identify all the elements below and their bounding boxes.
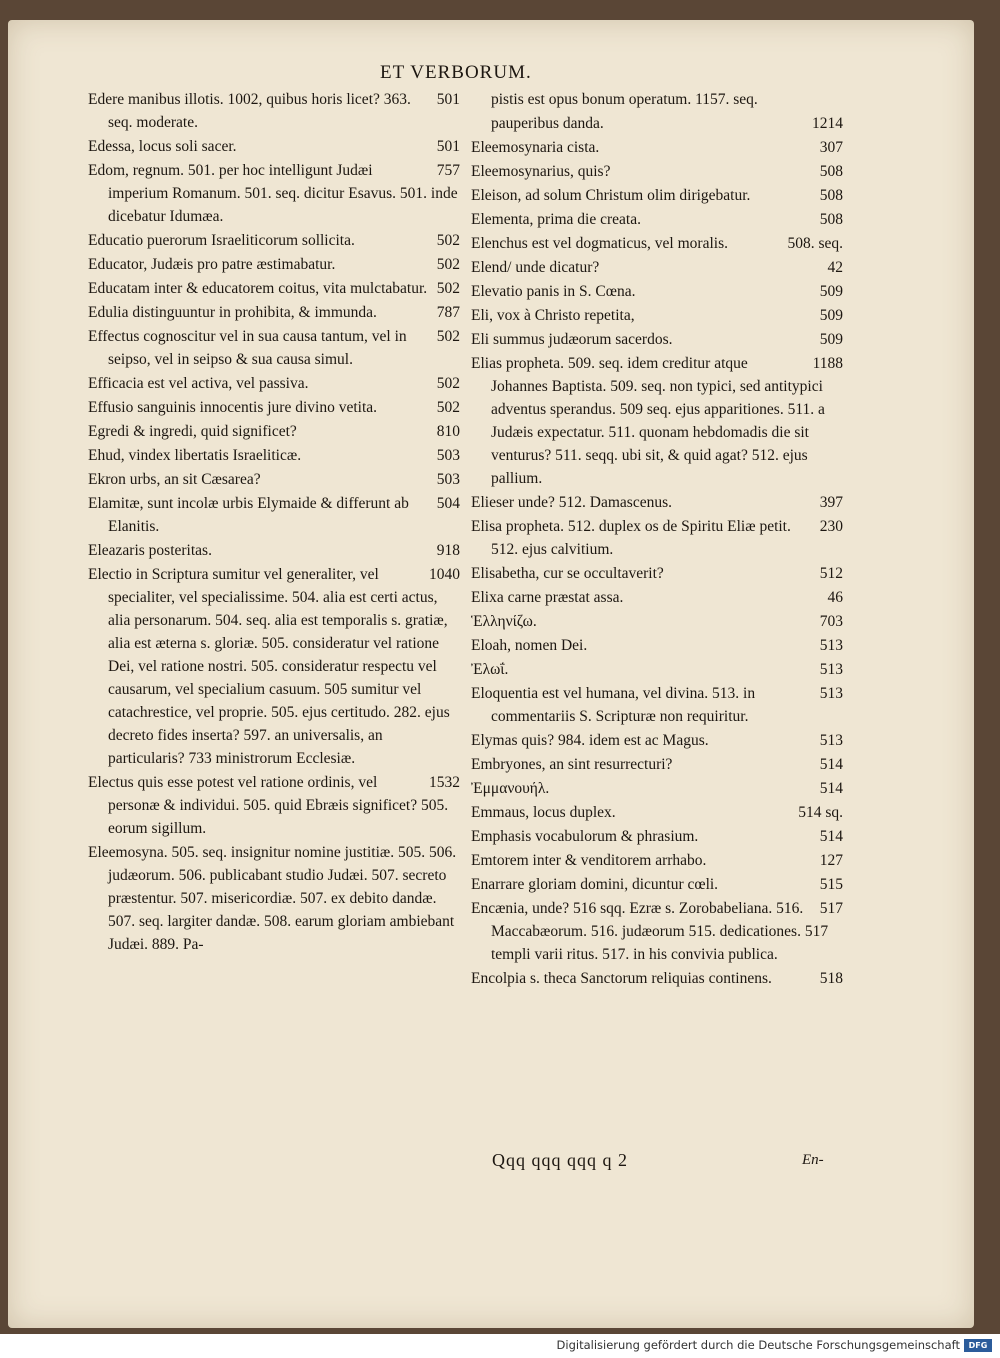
entry-text: Emtorem inter & venditorem arrhabo. <box>471 852 707 869</box>
digitization-footer <box>0 1334 1000 1358</box>
index-entry <box>88 468 460 491</box>
entry-text: Eloah, nomen Dei. <box>471 637 588 654</box>
entry-page-ref: 1532 <box>429 774 460 791</box>
entry-page-ref: 508 <box>819 187 843 204</box>
entry-page-ref: 757 <box>436 162 460 179</box>
entry-page-ref: 509 <box>819 283 843 300</box>
index-entry <box>471 801 843 824</box>
entry-page-ref: 509 <box>819 331 843 348</box>
entry-page-ref: 513 <box>819 661 843 678</box>
entry-text: Elixa carne præstat assa. <box>471 589 624 606</box>
index-entry <box>471 328 843 351</box>
entry-page-ref: 307 <box>819 139 843 156</box>
entry-page-ref: 502 <box>436 280 460 297</box>
footer-credit: Digitalisierung gefördert durch die Deutsche Forschungsgemeinschaft <box>556 1338 960 1352</box>
entry-page-ref: 508 <box>819 211 843 228</box>
entry-page-ref: 515 <box>819 876 843 893</box>
entry-page-ref: 918 <box>436 542 460 559</box>
entry-text: Elymas quis? 984. idem est ac Magus. <box>471 732 709 749</box>
index-entry <box>471 184 843 207</box>
entry-page-ref: 502 <box>436 399 460 416</box>
index-entry <box>88 372 460 395</box>
entry-page-ref: 514 <box>819 828 843 845</box>
entry-text: Ἐλωΐ. <box>471 661 509 678</box>
entry-page-ref: 513 <box>819 685 843 702</box>
index-entry <box>471 873 843 896</box>
entry-page-ref: 502 <box>436 375 460 392</box>
entry-page-ref: 518 <box>819 970 843 987</box>
entry-text: Effusio sanguinis innocentis jure divino vetita. <box>88 399 378 416</box>
entry-page-ref: 1214 <box>812 115 843 132</box>
index-entry <box>471 586 843 609</box>
index-entry <box>88 841 460 956</box>
index-entry <box>471 304 843 327</box>
entry-text: Emmaus, locus duplex. <box>471 804 616 821</box>
entry-page-ref: 502 <box>436 328 460 345</box>
entry-text: Eloquentia est vel humana, vel divina. 513. in commentariis S. Scripturæ non requiritur. <box>471 685 756 725</box>
entry-page-ref: 1188 <box>812 355 843 372</box>
entry-text: Elamitæ, sunt incolæ urbis Elymaide & differunt ab Elanitis. <box>88 495 409 535</box>
index-entry <box>88 420 460 443</box>
entry-page-ref: 514 <box>819 780 843 797</box>
entry-page-ref: 502 <box>436 256 460 273</box>
index-entry <box>88 88 460 134</box>
index-entry <box>471 777 843 800</box>
entry-text: Egredi & ingredi, quid significet? <box>88 423 297 440</box>
entry-text: Elementa, prima die creata. <box>471 211 641 228</box>
index-entry <box>88 135 460 158</box>
entry-text: Enarrare gloriam domini, dicuntur cœli. <box>471 876 719 893</box>
entry-page-ref: 501 <box>436 91 460 108</box>
left-index-column <box>88 88 460 957</box>
entry-text: pauperibus danda. <box>491 115 604 132</box>
index-entry <box>471 562 843 585</box>
entry-text: Eleemosynarius, quis? <box>471 163 611 180</box>
entry-text: Eleemosynaria cista. <box>471 139 600 156</box>
index-entry <box>88 539 460 562</box>
entry-page-ref: 503 <box>436 471 460 488</box>
entry-text: Eli, vox à Christo repetita, <box>471 307 635 324</box>
entry-page-ref: 514 sq. <box>798 804 843 821</box>
entry-text: Elenchus est vel dogmaticus, vel moralis. <box>471 235 728 252</box>
index-entry <box>88 159 460 228</box>
index-entry <box>88 771 460 840</box>
catchword: En- <box>802 1152 824 1168</box>
entry-page-ref: 517 <box>819 900 843 917</box>
entry-text: Elisabetha, cur se occultaverit? <box>471 565 664 582</box>
entry-page-ref: 509 <box>819 307 843 324</box>
dfg-logo-icon: DFG <box>964 1339 992 1352</box>
entry-text: Educator, Judæis pro patre æstimabatur. <box>88 256 336 273</box>
entry-text: pistis est opus bonum operatum. 1157. seq. <box>491 91 758 108</box>
entry-text: Encænia, unde? 516 sqq. Ezræ s. Zorobabeliana. 516. Maccabæorum. 516. judæorum 515. dedicationes. 517 templi varii ritus. 517. in his convivia publica. <box>471 900 829 963</box>
index-entry <box>471 967 843 990</box>
entry-page-ref: 501 <box>436 138 460 155</box>
entry-text: Elend/ unde dicatur? <box>471 259 600 276</box>
entry-page-ref: 397 <box>819 494 843 511</box>
index-entry <box>471 208 843 231</box>
entry-text: Electus quis esse potest vel ratione ordinis, vel personæ & individui. 505. quid Ebræis significet? 505. eorum sigillum. <box>88 774 449 837</box>
entry-text: Eleazaris posteritas. <box>88 542 212 559</box>
entry-text: Edessa, locus soli sacer. <box>88 138 237 155</box>
index-entry <box>471 682 843 728</box>
entry-text: Elias propheta. 509. seq. idem creditur atque Johannes Baptista. 509. seq. non typici, sed antitypici adventus sperandus. 509 seq. ejus apparitiones. 511. a Judæis expectatur. 511. quonam hebdomadis die sit venturus? 511. seqq. ubi sit, & quid agat? 512. ejus pallium. <box>471 355 825 487</box>
entry-text: Ἐμμανουήλ. <box>471 780 550 797</box>
entry-page-ref: 703 <box>819 613 843 630</box>
entry-text: Embryones, an sint resurrecturi? <box>471 756 673 773</box>
index-entry <box>471 136 843 159</box>
entry-page-ref: 508. seq. <box>787 235 843 252</box>
index-entry <box>88 396 460 419</box>
entry-text: Ehud, vindex libertatis Israeliticæ. <box>88 447 302 464</box>
index-entry <box>88 229 460 252</box>
index-entry <box>88 563 460 770</box>
index-entry <box>471 658 843 681</box>
index-entry <box>471 160 843 183</box>
entry-page-ref: 512 <box>819 565 843 582</box>
index-entry <box>88 253 460 276</box>
index-entry <box>88 325 460 371</box>
entry-page-ref: 46 <box>827 589 843 606</box>
index-entry <box>471 729 843 752</box>
entry-page-ref: 504 <box>436 495 460 512</box>
entry-text: Elieser unde? 512. Damascenus. <box>471 494 673 511</box>
entry-text: Efficacia est vel activa, vel passiva. <box>88 375 309 392</box>
entry-text: Encolpia s. theca Sanctorum reliquias continens. <box>471 970 772 987</box>
index-entry <box>88 444 460 467</box>
entry-text: Eli summus judæorum sacerdos. <box>471 331 673 348</box>
entry-text: Educatam inter & educatorem coitus, vita mulctabatur. <box>88 280 428 297</box>
entry-page-ref: 513 <box>819 637 843 654</box>
index-entry <box>471 610 843 633</box>
entry-page-ref: 127 <box>819 852 843 869</box>
entry-text: Electio in Scriptura sumitur vel generaliter, vel specialiter, vel specialissime. 504. alia est certi actus, alia personarum. 504. seq. alia est temporalis s. gratiæ, alia est æterna s. gloriæ. 505. consideratur vel ratione Dei, vel ratione nostri. 505. consideratur respectu vel causarum, vel specialium casuum. 505 sumitur vel catachrestice, vel proprie. 505. ejus certitudo. 282. ejus decreto fides inserta? 597. an universalis, an particularis? 733 ministrorum Ecclesiæ. <box>88 566 450 767</box>
index-entry <box>471 256 843 279</box>
entry-text: Effectus cognoscitur vel in sua causa tantum, vel in seipso, vel in seipso & sua causa simul. <box>88 328 407 368</box>
entry-text: Edulia distinguuntur in prohibita, & immunda. <box>88 304 377 321</box>
index-entry <box>471 634 843 657</box>
entry-page-ref: 1040 <box>429 566 460 583</box>
index-entry <box>471 232 843 255</box>
entry-text: Emphasis vocabulorum & phrasium. <box>471 828 699 845</box>
index-entry <box>88 277 460 300</box>
entry-text: Elevatio panis in S. Cœna. <box>471 283 636 300</box>
entry-text: Ἑλληνίζω. <box>471 613 537 630</box>
index-entry <box>88 301 460 324</box>
index-entry <box>88 492 460 538</box>
entry-page-ref: 508 <box>819 163 843 180</box>
index-entry <box>471 352 843 490</box>
index-entry <box>471 112 843 135</box>
index-entry <box>471 825 843 848</box>
entry-text: Edere manibus illotis. 1002, quibus horis licet? 363. seq. moderate. <box>88 91 411 131</box>
running-head: ET VERBORUM. <box>380 62 532 83</box>
index-entry <box>471 88 843 111</box>
index-entry <box>471 280 843 303</box>
entry-page-ref: 503 <box>436 447 460 464</box>
entry-page-ref: 502 <box>436 232 460 249</box>
printer-signature: Qqq qqq qqq q 2 <box>492 1150 628 1170</box>
entry-page-ref: 810 <box>436 423 460 440</box>
entry-text: Elisa propheta. 512. duplex os de Spiritu Eliæ petit. 512. ejus calvitium. <box>471 518 791 558</box>
entry-text: Ekron urbs, an sit Cæsarea? <box>88 471 261 488</box>
index-entry <box>471 753 843 776</box>
right-index-column <box>471 88 843 991</box>
entry-page-ref: 230 <box>819 518 843 535</box>
entry-text: Edom, regnum. 501. per hoc intelligunt Judæi imperium Romanum. 501. seq. dicitur Esavus. 501. inde dicebatur Idumæa. <box>88 162 458 225</box>
index-entry <box>471 515 843 561</box>
entry-page-ref: 787 <box>436 304 460 321</box>
entry-text: Eleison, ad solum Christum olim dirigebatur. <box>471 187 751 204</box>
index-entry <box>471 849 843 872</box>
entry-text: Educatio puerorum Israeliticorum sollicita. <box>88 232 355 249</box>
entry-page-ref: 513 <box>819 732 843 749</box>
index-entry <box>471 897 843 966</box>
entry-page-ref: 42 <box>827 259 843 276</box>
entry-page-ref: 514 <box>819 756 843 773</box>
entry-text: Eleemosyna. 505. seq. insignitur nomine justitiæ. 505. 506. judæorum. 506. publicabant studio Judæi. 507. secreto præstentur. 507. misericordiæ. 507. ex debito dandæ. 507. seq. largiter dandæ. 508. earum gloriam ambiebant Judæi. 889. Pa- <box>88 844 457 953</box>
index-entry <box>471 491 843 514</box>
